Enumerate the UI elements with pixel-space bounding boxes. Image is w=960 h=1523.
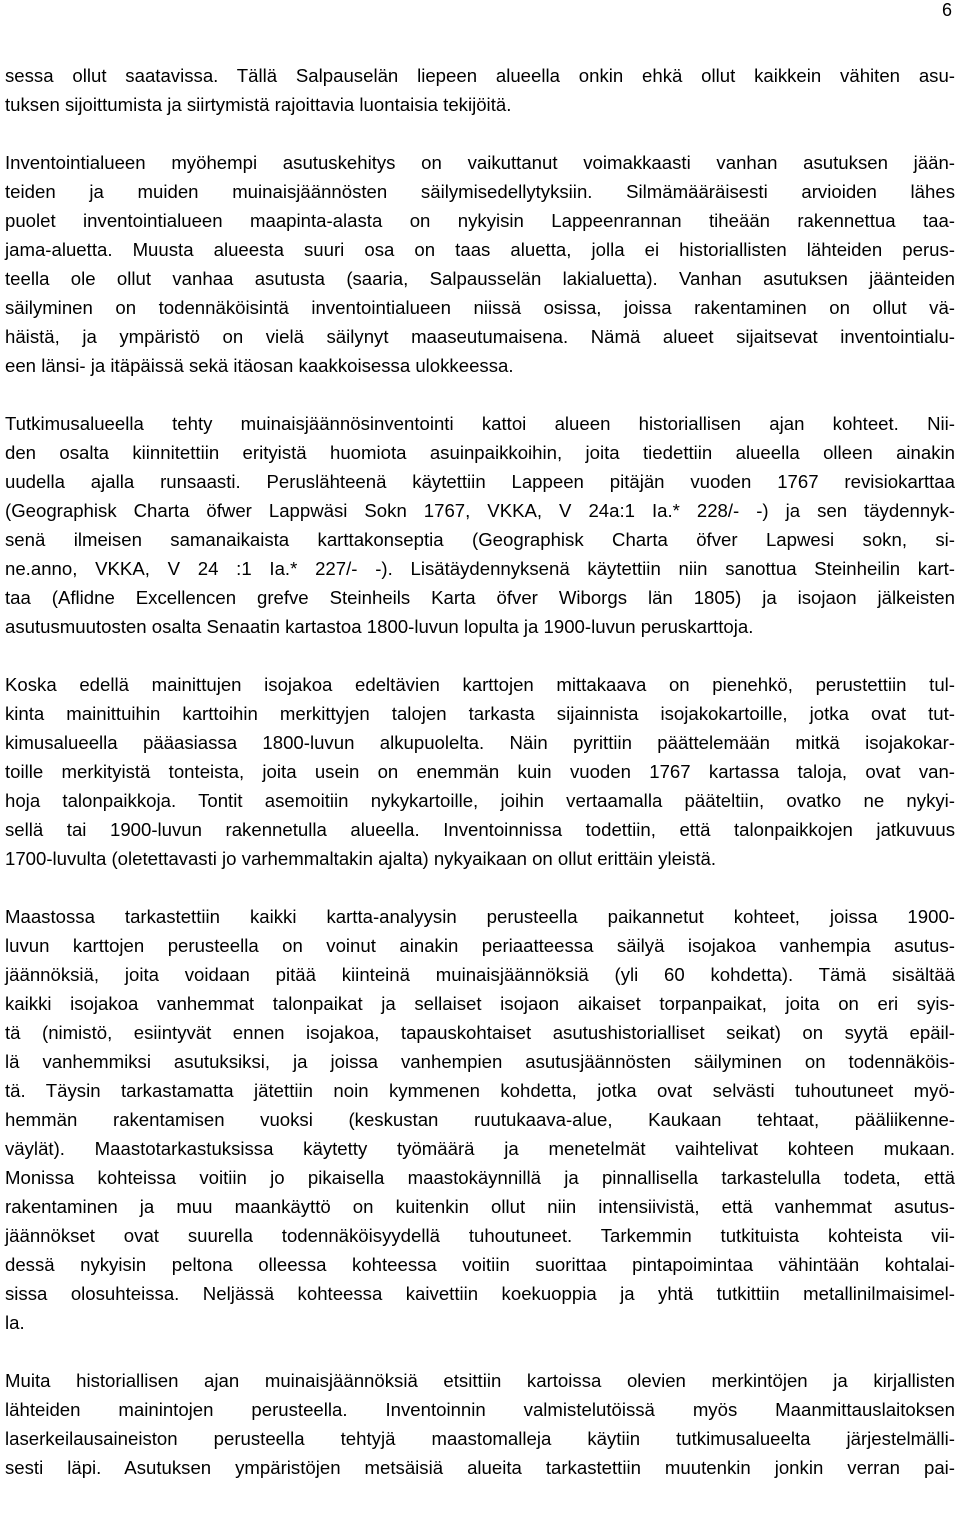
paragraph-4 xyxy=(5,670,955,873)
text-line: jäännöksiä, joita voidaan pitää kiinteinä muinaisjäännöksiä (yli 60 kohdetta). Tämä sisältää xyxy=(5,964,955,985)
text-line: dessä nykyisin peltona olleessa kohteessa voitiin suorittaa pintapoimintaa vähintään kohtalai- xyxy=(5,1254,955,1275)
text-line: jäännökset ovat suurella todennäköisyydellä tuhoutuneet. Tarkemmin tutkituista kohteista vii- xyxy=(5,1225,955,1246)
text-line: asutusmuutosten osalta Senaatin kartastoa 1800-luvun lopulta ja 1900-luvun peruskarttoja. xyxy=(5,616,754,637)
text-line: den osalta kiinnitettiin erityistä huomiota asuinpaikkoihin, joita tiedettiin alueella olleen ainakin xyxy=(5,442,955,463)
text-line: senä ilmeisen samanaikaista karttakonseptia (Geographisk Charta öfver Lapwesi sokn, si- xyxy=(5,529,955,550)
text-line: kinta mainittuihin karttoihin merkittyjen talojen tarkasta sijainnista isojakokartoille, jotka ovat tut- xyxy=(5,703,955,724)
text-line: la. xyxy=(5,1312,25,1333)
paragraph-6 xyxy=(5,1366,955,1482)
text-line: Koska edellä mainittujen isojakoa edeltävien karttojen mittakaava on pienehkö, perustettiin tul- xyxy=(5,674,955,695)
text-line: säilyminen on todennäköisintä inventointialueen niissä osissa, joissa rakentaminen on ollut vä- xyxy=(5,297,955,318)
text-line: sissa olosuhteissa. Neljässä kohteessa kaivettiin koekuoppia ja yhtä tutkittiin metallinilmaisimel- xyxy=(5,1283,955,1304)
text-line: een länsi- ja itäpäissä sekä itäosan kaakkoisessa ulokkeessa. xyxy=(5,355,514,376)
text-line: sesti läpi. Asutuksen ympäristöjen metsäisiä alueita tarkastettiin muutenkin jonkin verran pai- xyxy=(5,1457,955,1478)
text-line: tä (nimistö, esiintyvät ennen isojakoa, tapauskohtaiset asutushistorialliset seikat) on syytä epäil- xyxy=(5,1022,955,1043)
text-line: tä. Täysin tarkastamatta jätettiin noin kymmenen kohdetta, jotka ovat selvästi tuhoutuneet myö- xyxy=(5,1080,955,1101)
paragraph-2 xyxy=(5,148,955,380)
paragraph-5 xyxy=(5,902,955,1337)
text-line: Maastossa tarkastettiin kaikki kartta-analyysin perusteella paikannetut kohteet, joissa 1900- xyxy=(5,906,955,927)
text-line: sellä tai 1900-luvun rakennetulla alueella. Inventoinnissa todettiin, että talonpaikkojen jatkuvuus xyxy=(5,819,955,840)
paragraph-3 xyxy=(5,409,955,641)
text-line: hemmän rakentamisen vuoksi (keskustan ruutukaava-alue, Kaukaan tehtaat, pääliikenne- xyxy=(5,1109,955,1130)
text-line: Inventointialueen myöhempi asutuskehitys on vaikuttanut voimakkaasti vanhan asutuksen jään- xyxy=(5,152,955,173)
text-line: hoja talonpaikkoja. Tontit asemoitiin nykykartoille, joihin vertaamalla pääteltiin, ovatko ne nykyi- xyxy=(5,790,955,811)
text-line: uudella ajalla runsaasti. Peruslähteenä käytettiin Lappeen pitäjän vuoden 1767 revisiokarttaa xyxy=(5,471,955,492)
document-body xyxy=(5,61,955,1511)
text-line: 1700-luvulta (oletettavasti jo varhemmaltakin ajalta) nykyaikaan on ollut erittäin yleistä. xyxy=(5,848,717,869)
text-line: väylät). Maastotarkastuksissa käytetty työmäärä ja menetelmät vaihtelivat kohteen mukaan. xyxy=(5,1138,955,1159)
text-line: teiden ja muiden muinaisjäännösten säilymisedellytyksiin. Silmämääräisesti arvioiden lähes xyxy=(5,181,955,202)
page-number: 6 xyxy=(941,0,952,20)
text-line: jama-aluetta. Muusta alueesta suuri osa on taas aluetta, jolla ei historiallisten lähteiden perus- xyxy=(5,239,955,260)
text-line: tuksen sijoittumista ja siirtymistä rajoittavia luontaisia tekijöitä. xyxy=(5,94,512,115)
text-line: kaikki isojakoa vanhemmat talonpaikat ja sellaiset isojaon aikaiset torpanpaikat, joita on eri syis- xyxy=(5,993,955,1014)
text-line: teella ole ollut vanhaa asutusta (saaria, Salpausselän lakialuetta). Vanhan asutuksen jäänteiden xyxy=(5,268,955,289)
text-line: laserkeilausaineiston perusteella tehtyjä maastomalleja käytiin tutkimusalueelta järjestelmälli- xyxy=(5,1428,955,1449)
text-line: puolet inventointialueen maapinta-alasta on nykyisin Lappeenrannan tiheään rakennettua taa- xyxy=(5,210,955,231)
text-line: (Geographisk Charta öfwer Lappwäsi Sokn 1767, VKKA, V 24a:1 Ia.* 228/- -) ja sen täydennyk- xyxy=(5,500,955,521)
text-line: Muita historiallisen ajan muinaisjäännöksiä etsittiin kartoissa olevien merkintöjen ja kirjallisten xyxy=(5,1370,955,1391)
text-line: häistä, ja ympäristö on vielä säilynyt maaseutumaisena. Nämä alueet sijaitsevat inventointialu- xyxy=(5,326,955,347)
paragraph-1 xyxy=(5,61,955,119)
text-line: lähteiden mainintojen perusteella. Inventoinnin valmistelutöissä myös Maanmittauslaitoksen xyxy=(5,1399,955,1420)
text-line: kimusalueella pääasiassa 1800-luvun alkupuolelta. Näin pyrittiin päättelemään mitkä isojakokar- xyxy=(5,732,955,753)
text-line: taa (Aflidne Excellencen grefve Steinheils Karta öfver Wiborgs län 1805) ja isojaon jälkeisten xyxy=(5,587,955,608)
text-line: sessa ollut saatavissa. Tällä Salpauselän liepeen alueella onkin ehkä ollut kaikkein vähiten asu- xyxy=(5,65,955,86)
text-line: lä vanhemmiksi asutuksiksi, ja joissa vanhempien asutusjäännösten säilyminen on todennäköis- xyxy=(5,1051,955,1072)
text-line: toille merkityistä tonteista, joita usein on enemmän kuin vuoden 1767 kartassa taloja, ovat van- xyxy=(5,761,955,782)
text-line: rakentaminen ja muu maankäyttö on kuitenkin ollut niin intensiivistä, että vanhemmat asutus- xyxy=(5,1196,955,1217)
text-line: Tutkimusalueella tehty muinaisjäännösinventointi kattoi alueen historiallisen ajan kohteet. Nii- xyxy=(5,413,955,434)
text-line: luvun karttojen perusteella on voinut ainakin periaatteessa säilyä isojakoa vanhempia asutus- xyxy=(5,935,955,956)
text-line: ne.anno, VKKA, V 24 :1 Ia.* 227/- -). Lisätäydennyksenä käytettiin niin sanottua Steinheilin kart- xyxy=(5,558,955,579)
text-line: Monissa kohteissa voitiin jo pikaisella maastokäynnillä ja pinnallisella tarkastelulla todeta, että xyxy=(5,1167,955,1188)
